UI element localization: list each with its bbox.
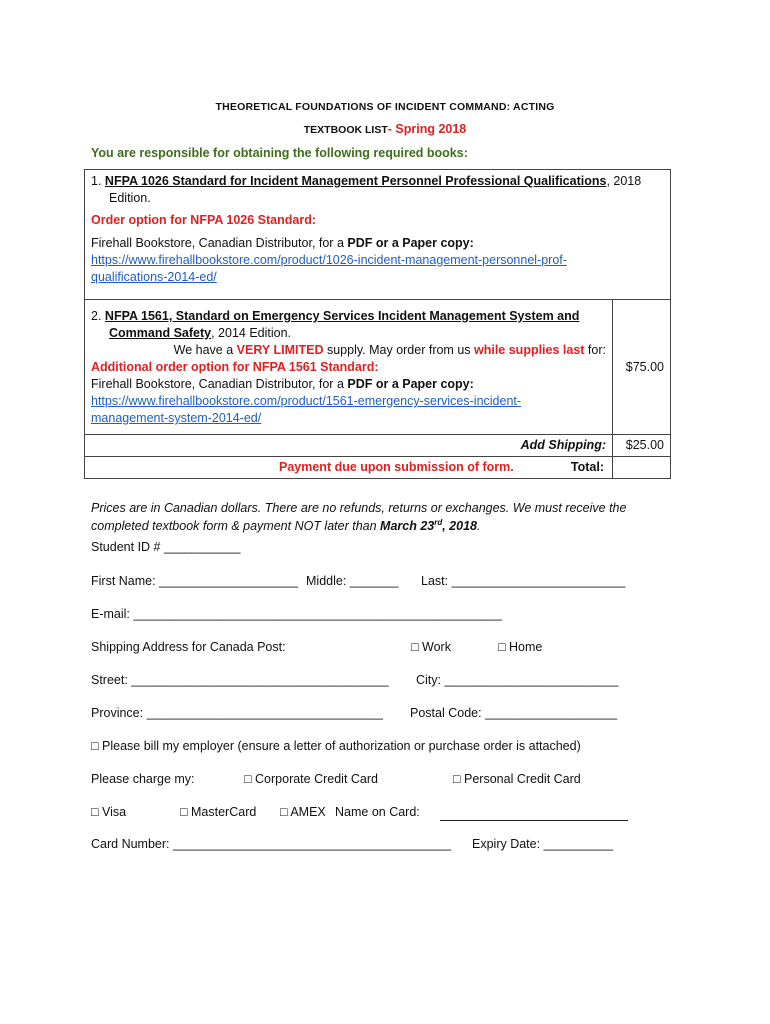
intro-text: You are responsible for obtaining the following required books: [91,146,468,160]
book2-title: NFPA 1561, Standard on Emergency Services Incident Management System and [104,309,580,323]
postal-code-field[interactable]: Postal Code: ___________________ [410,706,618,720]
book2-number: 2. [91,309,102,323]
document-subtitle [0,122,770,136]
city-field[interactable]: City: _________________________ [416,673,619,687]
last-name-field[interactable]: Last: _________________________ [421,574,626,588]
book1-edition-cont: Edition. [109,191,151,205]
middle-name-field[interactable]: Middle: _______ [306,574,399,588]
document-title: THEORETICAL FOUNDATIONS OF INCIDENT COMMAND: ACTING [215,101,555,113]
email-field[interactable]: E-mail: _____________________________________________________ [91,607,502,621]
book2-edition: , 2014 Edition. [211,326,292,340]
book2-price: $75.00 [613,300,671,435]
personal-card-checkbox[interactable]: □ Personal Credit Card [453,772,581,786]
total-label: Total: [570,460,604,474]
subtitle-prefix: TEXTBOOK LIST [303,124,388,136]
book1-link[interactable]: https://www.firehallbookstore.com/product/1026-incident-management-personnel-prof- qualifications-2014-ed/ [91,253,567,284]
book2-order-heading: Additional order option for NFPA 1561 Standard: [91,360,379,374]
street-field[interactable]: Street: _____________________________________ [91,673,389,687]
expiry-date-field[interactable]: Expiry Date: __________ [472,837,614,851]
book1-format: PDF or a Paper copy: [347,236,474,250]
book2-format: PDF or a Paper copy: [347,377,474,391]
book2-title-cont: Command Safety [109,326,212,340]
shipping-label: Add Shipping: [85,435,613,457]
work-checkbox[interactable]: □ Work [411,640,451,654]
province-field[interactable]: Province: __________________________________ [91,706,383,720]
amex-checkbox[interactable]: □ AMEX [280,805,326,819]
book1-row [85,170,671,300]
book2-link[interactable]: https://www.firehallbookstore.com/product/1561-emergency-services-incident- management-system-2014-ed/ [91,394,522,425]
student-id-field[interactable]: Student ID # ___________ [91,540,241,554]
first-name-field[interactable]: First Name: ____________________ [91,574,299,588]
book2-row [85,300,671,435]
shipping-address-label: Shipping Address for Canada Post: [91,640,286,654]
charge-label: Please charge my: [91,772,195,786]
book1-number: 1. [91,174,102,188]
book1-edition: , 2018 [606,174,642,188]
corporate-card-checkbox[interactable]: □ Corporate Credit Card [244,772,378,786]
total-value[interactable] [613,457,671,479]
name-on-card-label: Name on Card: [335,805,420,819]
book1-title: NFPA 1026 Standard for Incident Management Personnel Professional Qualifications [104,174,607,188]
book1-order-heading: Order option for NFPA 1026 Standard: [91,213,317,227]
subtitle-term: - Spring 2018 [387,122,467,136]
book2-supply: We have a VERY LIMITED supply. May order from us while supplies last for: [173,343,606,357]
shipping-row [85,435,671,457]
card-number-field[interactable]: Card Number: ________________________________________ [91,837,452,851]
notes-line2: completed textbook form & payment NOT later than March 23rd, 2018. [91,518,481,534]
total-row [85,457,671,479]
book2-distributor: Firehall Bookstore, Canadian Distributor, for a [91,377,348,391]
mastercard-checkbox[interactable]: □ MasterCard [180,805,257,819]
book1-distributor: Firehall Bookstore, Canadian Distributor, for a [91,236,348,250]
home-checkbox[interactable]: □ Home [498,640,543,654]
payment-note: Payment due upon submission of form. [279,460,514,474]
notes-line1: Prices are in Canadian dollars. There are no refunds, returns or exchanges. We must receive the [91,501,627,515]
textbook-table [84,169,671,479]
shipping-price: $25.00 [613,435,671,457]
bill-employer-checkbox[interactable]: □ Please bill my employer (ensure a letter of authorization or purchase order is attached) [91,739,581,753]
name-on-card-input[interactable] [440,805,628,821]
visa-checkbox[interactable]: □ Visa [91,805,127,819]
